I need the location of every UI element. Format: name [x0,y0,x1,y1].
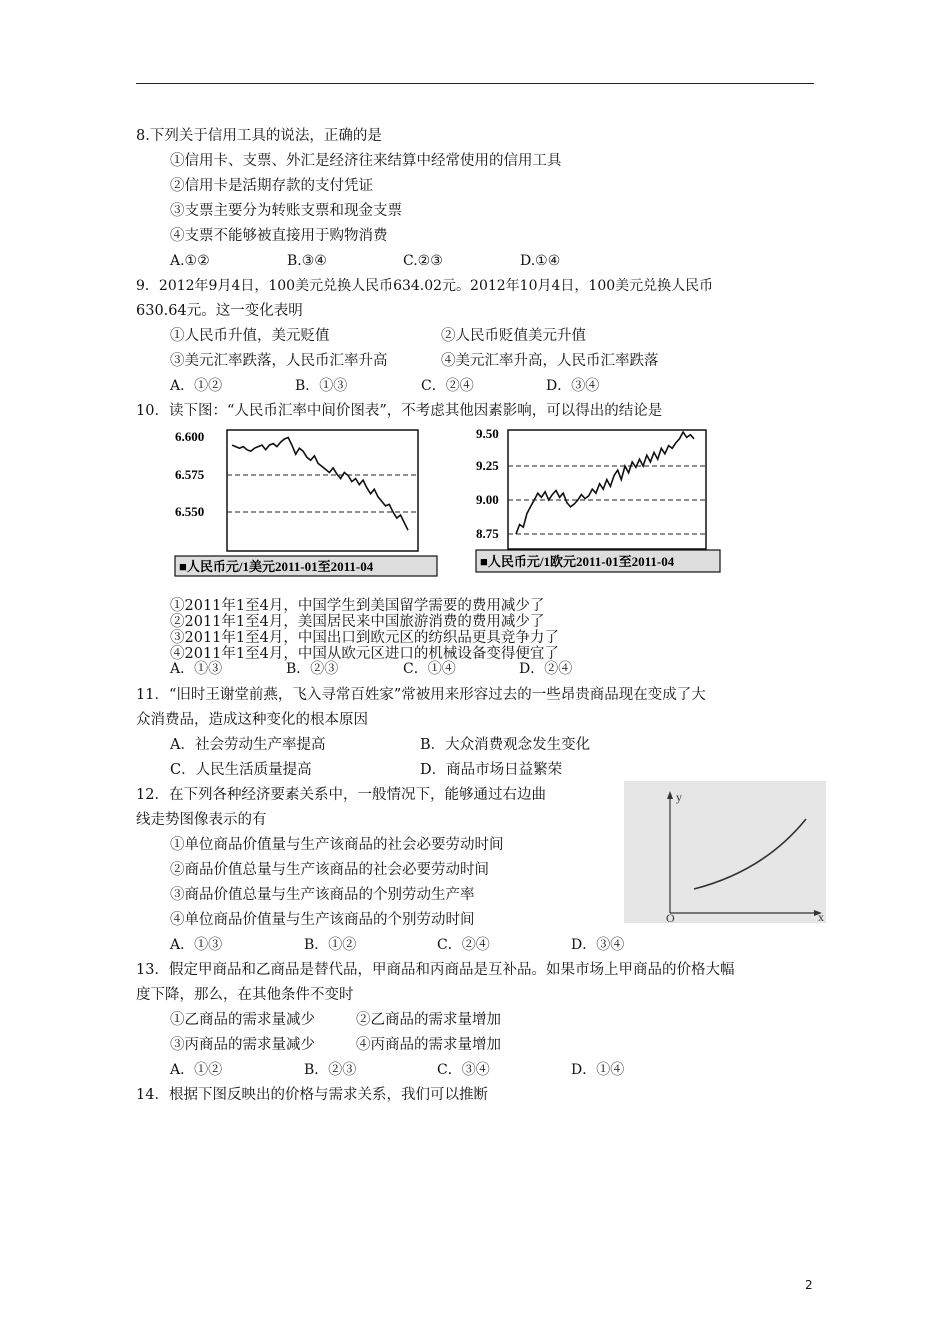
q12-item-1: ①单位商品价值量与生产该商品的社会必要劳动时间 [170,837,504,853]
q9-stem-line2: 630.64元。这一变化表明 [136,303,303,319]
ytick-925: 9.25 [476,458,499,473]
q10-option-d: D．②④ [519,661,573,677]
x-axis-label: x [818,910,824,923]
eur-chart-caption: ■人民币元/1欧元2011-01至2011-04 [480,554,675,569]
q8-item-4: ④支票不能够被直接用于购物消费 [170,228,388,244]
q13-item-4: ④丙商品的需求量增加 [356,1037,501,1053]
q9-item-3: ③美元汇率跌落，人民币汇率升高 [170,353,388,369]
q11-option-c: C．人民生活质量提高 [170,762,312,778]
q9-stem-line1: 9．2012年9月4日，100美元兑换人民币634.02元。2012年10月4日，100美元兑换人民币 [136,278,714,294]
y-axis-label: y [676,790,682,804]
q12-option-d: D．③④ [571,937,625,953]
q8-option-c: C.②③ [403,253,443,269]
ytick-6550: 6.550 [175,504,205,519]
q8-item-3: ③支票主要分为转账支票和现金支票 [170,203,402,219]
q13-stem-line2: 度下降，那么，在其他条件不变时 [136,987,354,1003]
ytick-950: 9.50 [476,426,499,441]
usd-chart-caption: ■人民币元/1美元2011-01至2011-04 [179,559,374,574]
q12-item-2: ②商品价值总量与生产该商品的社会必要劳动时间 [170,862,489,878]
q10-item-1: ①2011年1至4月，中国学生到美国留学需要的费用减少了 [170,598,545,614]
ytick-6600: 6.600 [175,429,205,444]
q13-option-b: B．②③ [304,1062,357,1078]
q13-option-c: C．③④ [437,1062,490,1078]
q9-option-a: A．①② [170,378,223,394]
q10-item-2: ②2011年1至4月，美国居民来中国旅游消费的费用减少了 [170,614,545,630]
q9-item-1: ①人民币升值，美元贬值 [170,328,330,344]
q13-option-d: D．①④ [571,1062,625,1078]
q12-stem-line1: 12．在下列各种经济要素关系中，一般情况下，能够通过右边曲 [136,787,546,803]
ytick-875: 8.75 [476,526,499,541]
q8-option-d: D.①④ [520,253,561,269]
q12-option-b: B．①② [304,937,357,953]
q14-stem: 14．根据下图反映出的价格与需求关系，我们可以推断 [136,1087,488,1103]
eur-rate-chart [472,424,724,580]
origin-label: O [666,911,675,923]
ytick-6575: 6.575 [175,467,205,482]
q9-item-4: ④美元汇率升高，人民币汇率跌落 [441,353,659,369]
q11-stem-line1: 11．“旧时王谢堂前燕，飞入寻常百姓家”常被用来形容过去的一些昂贵商品现在变成了大 [136,687,706,703]
q9-item-2: ②人民币贬值美元升值 [441,328,586,344]
usd-series-line [232,438,408,531]
q13-option-a: A．①② [170,1062,223,1078]
q9-option-c: C．②④ [421,378,474,394]
q9-option-d: D．③④ [546,378,600,394]
q13-item-3: ③丙商品的需求量减少 [170,1037,315,1053]
q9-option-b: B．①③ [295,378,348,394]
q12-option-a: A．①③ [170,937,223,953]
q10-item-4: ④2011年1至4月，中国从欧元区进口的机械设备变得便宜了 [170,646,559,662]
q10-option-a: A．①③ [170,661,223,677]
q11-stem-line2: 众消费品，造成这种变化的根本原因 [136,712,368,728]
q13-item-1: ①乙商品的需求量减少 [170,1012,315,1028]
q8-option-a: A.①② [170,253,210,269]
q12-stem-line2: 线走势图像表示的有 [136,812,267,828]
q8-item-1: ①信用卡、支票、外汇是经济往来结算中经常使用的信用工具 [170,153,562,169]
q10-item-3: ③2011年1至4月，中国出口到欧元区的纺织品更具竞争力了 [170,630,559,646]
q11-option-b: B．大众消费观念发生变化 [420,737,591,753]
q10-stem: 10．读下图：“人民币汇率中间价图表”，不考虑其他因素影响，可以得出的结论是 [136,403,663,419]
q10-option-c: C．①④ [403,661,456,677]
q13-item-2: ②乙商品的需求量增加 [356,1012,501,1028]
q10-option-b: B．②③ [286,661,339,677]
page-number: 2 [805,1278,813,1292]
q8-option-b: B.③④ [287,253,327,269]
q11-option-a: A．社会劳动生产率提高 [170,737,326,753]
curve-figure [624,781,826,923]
q8-stem: 8.下列关于信用工具的说法，正确的是 [136,128,382,144]
eur-series-line [516,432,694,534]
q13-stem-line1: 13．假定甲商品和乙商品是替代品，甲商品和丙商品是互补品。如果市场上甲商品的价格大幅 [136,962,735,978]
q8-item-2: ②信用卡是活期存款的支付凭证 [170,178,373,194]
header-rule [136,83,814,84]
q12-option-c: C．②④ [437,937,490,953]
q11-option-d: D．商品市场日益繁荣 [420,762,563,778]
q12-item-4: ④单位商品价值量与生产该商品的个别劳动时间 [170,912,475,928]
q12-item-3: ③商品价值总量与生产该商品的个别劳动生产率 [170,887,475,903]
ytick-900: 9.00 [476,492,499,507]
usd-rate-chart [170,424,440,580]
